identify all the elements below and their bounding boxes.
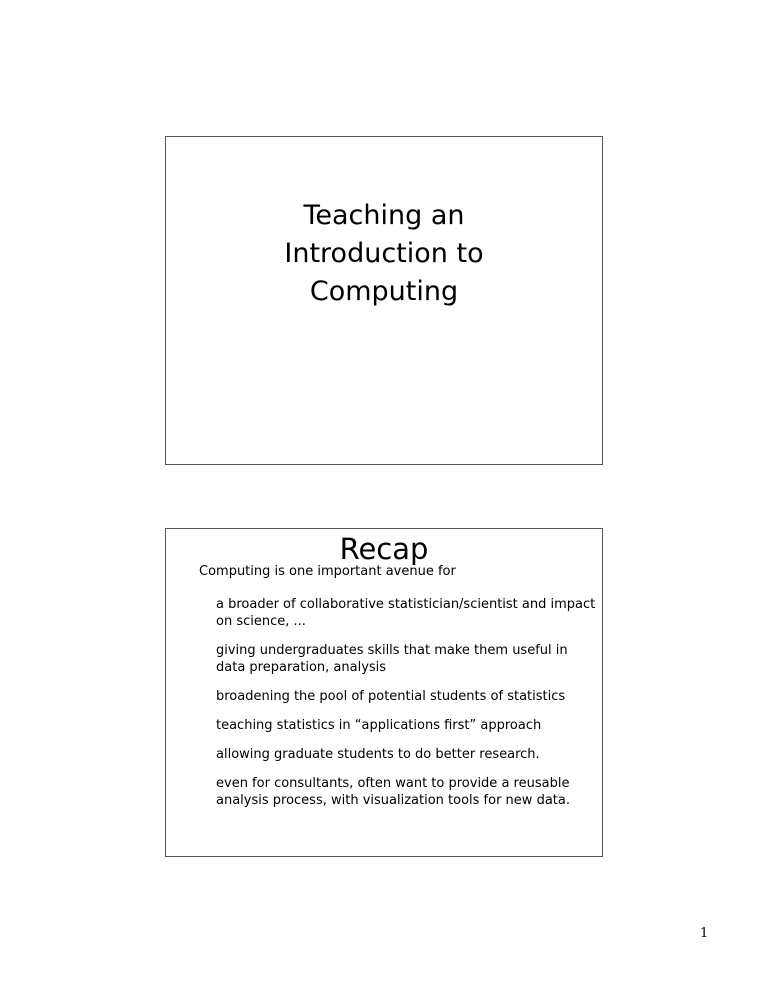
bullet-item: giving undergraduates skills that make them useful in data preparation, analysis xyxy=(216,643,568,675)
slide-1-title xyxy=(166,197,602,311)
title-line-3: Computing xyxy=(309,276,459,307)
slide-2-intro: Computing is one important avenue for xyxy=(199,564,456,579)
title-line-1: Teaching an xyxy=(303,200,465,231)
bullet-item: allowing graduate students to do better research. xyxy=(216,747,540,762)
slide-1 xyxy=(165,136,603,465)
bullet-item: broadening the pool of potential students of statistics xyxy=(216,689,566,704)
page-number: 1 xyxy=(700,926,709,941)
bullet-item: even for consultants, often want to provide a reusable analysis process, with visualization tools for new data. xyxy=(216,776,570,808)
slide-2-title: Recap xyxy=(339,532,429,566)
title-line-2: Introduction to xyxy=(284,238,484,269)
slide-2 xyxy=(165,528,603,857)
bullet-item: teaching statistics in “applications first” approach xyxy=(216,718,542,733)
slide-2-bullet-list xyxy=(216,596,601,821)
bullet-item: a broader of collaborative statistician/scientist and impact on science, ... xyxy=(216,597,596,629)
